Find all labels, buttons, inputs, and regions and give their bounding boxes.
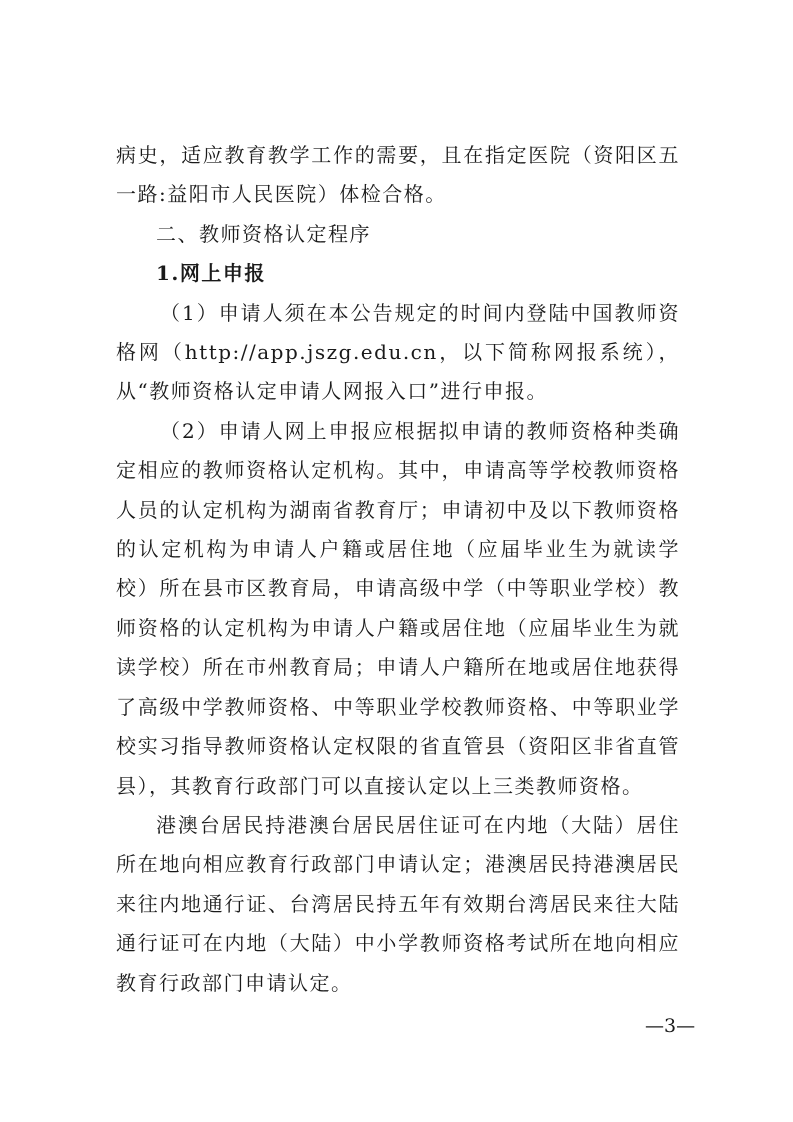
subsection-heading: 1.网上申报 (156, 261, 266, 286)
paragraph-item-2: （2）申请人网上申报应根据拟申请的教师资格种类确定相应的教师资格认定机构。其中，申请高等学校教师资格人员的认定机构为湖南省教育厅；申请初中及以下教师资格的认定机构为申请人户籍或居住地（应届毕业生为就读学校）所在县市区教育局，申请高级中学（中等职业学校）教师资格的认定机构为申请人户籍或居住地（应届毕业生为就读学校）所在市州教育局；申请人户籍所在地或居住地获得了高级中学教师资格、中等职业学校教师资格、中等职业学校实习指导教师资格认定权限的省直管县（资阳区非省直管县），其教育行政部门可以直接认定以上三类教师资格。 (116, 418, 680, 798)
paragraph-hk-macao-taiwan: 港澳台居民持港澳台居民居住证可在内地（大陆）居住所在地向相应教育行政部门申请认定；港澳居民持港澳居民来往内地通行证、台湾居民持五年有效期台湾居民来往大陆通行证可在内地（大陆）中小学教师资格考试所在地向相应教育行政部门申请认定。 (116, 812, 680, 995)
paragraph-item-1: （1）申请人须在本公告规定的时间内登陆中国教师资格网（http://app.jszg.edu.cn，以下简称网报系统），从“教师资格认定申请人网报入口”进行申报。 (116, 300, 680, 404)
paragraph-intro-continued: 病史，适应教育教学工作的需要，且在指定医院（资阳区五一路:益阳市人民医院）体检合格。 (116, 143, 680, 207)
document-body (116, 136, 680, 1003)
page-number: —3— (645, 1015, 696, 1037)
section-heading: 二、教师资格认定程序 (156, 221, 371, 246)
